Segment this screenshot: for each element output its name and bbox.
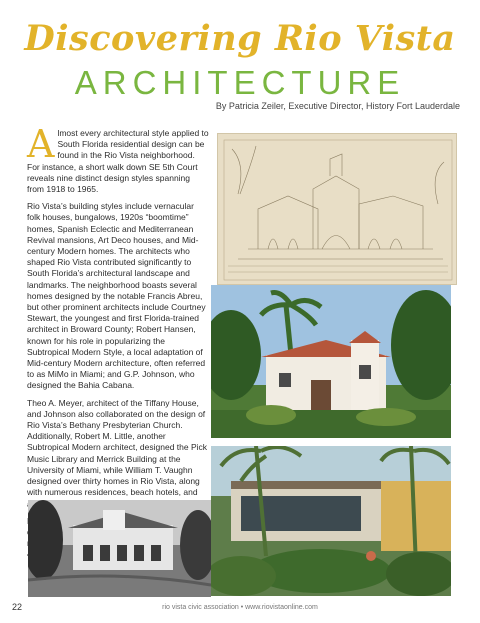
byline: By Patricia Zeiler, Executive Director, History Fort Lauderdale	[215, 101, 460, 111]
architectural-sketch-image	[217, 133, 457, 285]
drop-cap: A	[27, 122, 55, 166]
title-script: Discovering Rio Vista	[24, 18, 456, 59]
tropical-garden-house-photo	[211, 446, 451, 596]
paragraph-2: Rio Vista’s building styles include vernacular folk houses, bungalows, 1920s “boomtime” homes, Spanish Eclectic and Mediterranean Revival mansions, Art Deco houses, and Mid-century Modern homes. The architects who shaped Rio Vista contributed significantly to South Florida’s architectural landscape and landmarks. The neighborhood boasts several homes designed by the notable Francis Abreu, but other prominent architects include Courtney Stewart, the youngest and first Florida-trained architect in Broward County; Robert Hansen, known for his role in popularizing the Subtropical Modern Style, a local adaptation of Mid-century Modern architecture, often referred to as MiMo in Miami; and G.P. Johnson, who designed the Bahia Cabana.	[27, 201, 206, 391]
spanish-house-photo	[211, 285, 451, 438]
page-number: 22	[12, 602, 23, 612]
page-footer: rio vista civic association • www.riovistaonline.com	[162, 604, 318, 611]
paragraph-3	[27, 398, 209, 510]
title-caps: ARCHITECTURE	[74, 64, 406, 101]
paragraph-1	[27, 122, 209, 195]
paragraph-1-text: lmost every architectural style applied to South Florida residential design can be found in the Rio Vista neighborhood. For instance, a short walk down SE 5th Court reveals nine distinct design styles spanning from 1918 to 1965.	[27, 128, 209, 195]
paragraph-3-text: Theo A. Meyer, architect of the Tiffany House, and Johnson also collaborated on the design of Rio Vista’s Bethany Presbyterian Church. Additionally, Robert M. Little, another Subtropical Modern architect, designed the Pick Music Library and Merrick Building at the University of Miami, while William T. Vaughn designed over thirty homes in Rio Vista, along with numerous residences, beach hotels, and	[27, 397, 208, 498]
historic-bw-house-photo	[28, 500, 211, 597]
